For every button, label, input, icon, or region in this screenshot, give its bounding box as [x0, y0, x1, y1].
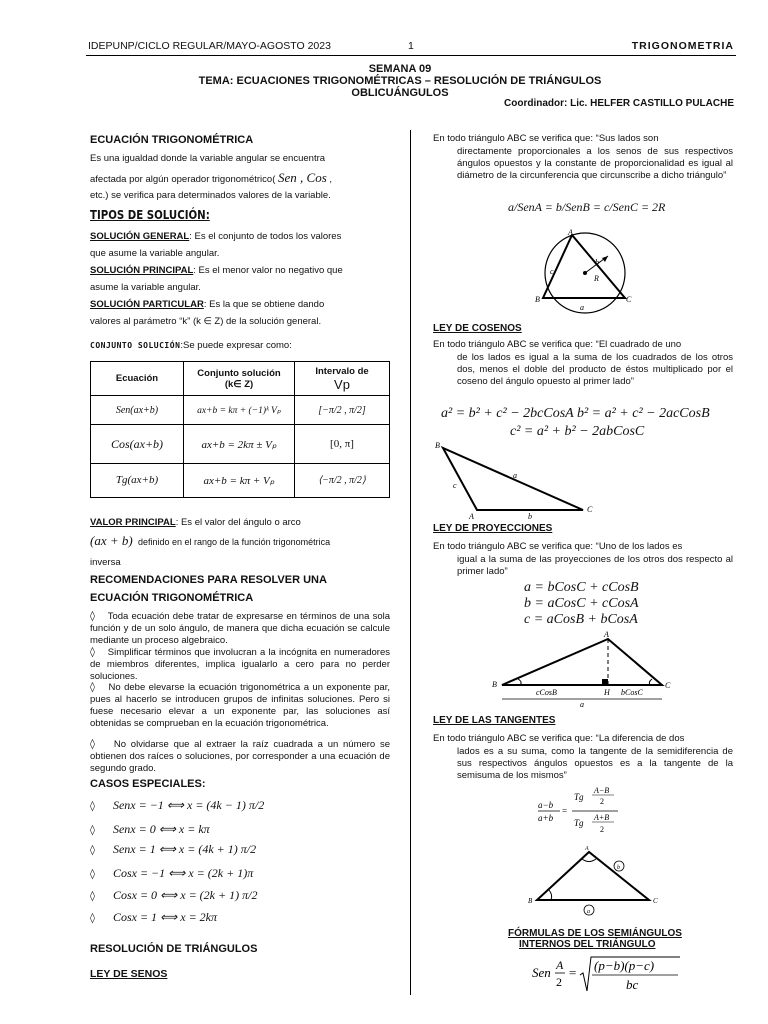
- caso-text: Cosx = −1 ⟺ x = (2k + 1)π: [112, 866, 254, 880]
- semiangulo-formula: [530, 953, 690, 998]
- fraction-den: a+b: [538, 813, 554, 823]
- proy-formula-1: a = bCosC + cCosB: [524, 580, 639, 595]
- sen-text: Sen: [532, 965, 551, 980]
- row1-int: [−π/2 , π/2]: [295, 396, 390, 425]
- topic-title: TEMA: ECUACIONES TRIGONOMÉTRICAS – RESOLUCIÓN DE TRIÁNGULOS: [198, 75, 602, 87]
- row1-sol: ax+b = kπ + (−1)ᵏ Vₚ: [184, 396, 295, 425]
- arrow-head-icon: [602, 256, 608, 262]
- row3-int: ⟨−π/2 , π/2⟩: [295, 463, 390, 497]
- diamond-icon: ◊: [90, 891, 95, 902]
- label-b: b: [617, 865, 620, 871]
- particular-text: : Es la que se obtiene dando: [203, 299, 325, 310]
- th-conjunto: [184, 362, 295, 396]
- senos-diagram: [530, 228, 640, 314]
- header-left: IDEPUNP/CICLO REGULAR/MAYO-AGOSTO 2023: [88, 40, 331, 52]
- label-a: a: [513, 471, 517, 480]
- header-right: TRIGONOMETRIA: [631, 40, 734, 52]
- sen-cos-expr: Sen , Cos: [278, 170, 327, 185]
- ecuacion-line-1: Es una igualdad donde la variable angular se encuentra: [90, 153, 326, 164]
- ecuacion-line-2: [90, 170, 332, 187]
- tg-bottom-num: A+B: [594, 813, 610, 822]
- principal-text: : Es el menor valor no negativo que: [193, 265, 343, 276]
- particular-label: SOLUCIÓN PARTICULAR: [90, 299, 204, 310]
- th-intervalo-1: Intervalo de: [315, 365, 369, 377]
- sqrt-den: bc: [626, 977, 639, 992]
- triangle: [502, 639, 662, 685]
- diamond-icon: ◊: [90, 739, 95, 750]
- th-conjunto-1: Conjunto solución: [197, 367, 281, 379]
- proy-para: igual a la suma de las proyecciones de los otros dos respecto al primer lado”: [457, 554, 733, 577]
- valor-line-2: [90, 533, 390, 550]
- caso-4: [90, 866, 253, 881]
- recom-item-4: [90, 739, 390, 775]
- label-c: c: [453, 481, 457, 490]
- row2-eq: Cos(ax+b): [91, 425, 184, 464]
- triangle: [537, 852, 649, 900]
- proy-formula-2: b = aCosC + cCosA: [524, 596, 639, 611]
- angle-arc-B: [549, 890, 552, 900]
- row1-eq: Sen(ax+b): [91, 396, 184, 425]
- valor-line-3: inversa: [90, 557, 121, 568]
- tang-para: lados es a su suma, como la tangente de la semidiferencia de sus respectivos ángulos opuestos es a la tangente de la semisuma de los mismos”: [457, 746, 733, 781]
- proy-formula-3: c = aCosB + bCosA: [524, 612, 638, 627]
- th-ecuacion: Ecuación: [91, 362, 184, 396]
- recom-text: No debe elevarse la ecuación trigonométrica a un exponente par, pues al hacerlo se introducen grupos de infinitas soluciones. Pero si fuese necesario elevar a un exponente par, las soluciones así obtenidas se comprueban en la ecuación trigonométrica.: [90, 682, 390, 729]
- senos-title: LEY DE SENOS: [90, 968, 168, 980]
- row3-eq: Tg(ax+b): [91, 463, 184, 497]
- cosenos-title: LEY DE COSENOS: [433, 323, 522, 334]
- recom-item-2: [90, 647, 390, 683]
- diamond-icon: ◊: [90, 825, 95, 836]
- recom-title-1: RECOMENDACIONES PARA RESOLVER UNA: [90, 574, 327, 586]
- principal-label: SOLUCIÓN PRINCIPAL: [90, 265, 194, 276]
- diamond-icon: ◊: [90, 611, 95, 622]
- cosenos-diagram: [433, 438, 603, 522]
- equals: =: [562, 806, 568, 816]
- conjunto-text: :Se puede expresar como:: [180, 340, 292, 351]
- label-B: B: [492, 680, 497, 689]
- particular-line: [90, 297, 390, 312]
- proyecciones-diagram: [490, 627, 680, 712]
- senos-line-1: En todo triángulo ABC se verifica que: “Sus lados son: [433, 133, 659, 144]
- right-angle-mark: [602, 679, 608, 685]
- semi-title-1: FÓRMULAS DE LOS SEMIÁNGULOS: [508, 928, 682, 939]
- valor-text: : Es el valor del ángulo o arco: [175, 517, 301, 528]
- row2-int: [0, π]: [295, 425, 390, 464]
- valor-text-2: definido en el rango de la función trigonométrica: [137, 537, 331, 547]
- fraction-num: a−b: [538, 800, 554, 810]
- th-intervalo: [295, 362, 390, 396]
- resol-title: RESOLUCIÓN DE TRIÁNGULOS: [90, 943, 258, 955]
- caso-3: [90, 842, 256, 857]
- cosenos-formula-2: c² = a² + b² − 2abCosC: [510, 424, 645, 439]
- label-A: A: [604, 630, 609, 639]
- caso-text: Senx = −1 ⟺ x = (4k − 1) π/2: [112, 798, 265, 812]
- label-B: B: [528, 897, 533, 905]
- proy-line-1: En todo triángulo ABC se verifica que: “Uno de los lados es: [433, 541, 683, 552]
- diamond-icon: ◊: [90, 801, 95, 812]
- caso-5: [90, 888, 257, 903]
- conjunto-label: CONJUNTO SOLUCIÓN: [90, 341, 181, 350]
- table-row: [91, 425, 390, 464]
- caso-text: Senx = 1 ⟺ x = (4k + 1) π/2: [112, 842, 257, 856]
- ecuacion-text: afectada por algún operador trigonométrico(: [90, 174, 276, 185]
- angle-arc-A: [582, 859, 596, 862]
- label-H: H: [604, 688, 610, 697]
- label-R: R: [594, 274, 599, 283]
- label-a: a: [580, 303, 584, 312]
- tipos-title: TIPOS DE SOLUCIÓN:: [90, 208, 210, 222]
- row3-sol: ax+b = kπ + Vₚ: [184, 463, 295, 497]
- principal-line-2: asume la variable angular.: [90, 282, 201, 293]
- label-A: A: [585, 846, 589, 852]
- recom-text: Simplificar términos que involucran a la incógnita en numeradores de miembros diferentes, implica igualarlo a cero para no perder soluciones.: [90, 647, 390, 682]
- label-b: b: [528, 512, 532, 521]
- recom-text: Toda ecuación debe tratar de expresarse en términos de una sola función y de un solo ángulo, de manera que dicha ecuación se calcule mediante un proceso algebraico.: [90, 611, 390, 646]
- label-C: C: [626, 295, 632, 304]
- senos-formula: a/SenA = b/SenB = c/SenC = 2R: [508, 200, 666, 214]
- label-C: C: [653, 897, 658, 905]
- tg-bottom-den: 2: [600, 825, 604, 834]
- label-ccosb: cCosB: [536, 688, 557, 697]
- conjunto-line: [90, 338, 292, 353]
- label-A: A: [469, 512, 474, 521]
- diamond-icon: ◊: [90, 682, 95, 693]
- caso-text: Cosx = 0 ⟺ x = (2k + 1) π/2: [112, 888, 258, 902]
- semi-title-2: INTERNOS DEL TRIÁNGULO: [519, 939, 656, 950]
- label-c: c: [550, 267, 554, 276]
- ecuacion-title: ECUACIÓN TRIGONOMÉTRICA: [90, 134, 254, 146]
- week-title: SEMANA 09: [368, 63, 432, 75]
- tangentes-formula: [536, 783, 626, 839]
- recom-title-2: ECUACIÓN TRIGONOMÉTRICA: [90, 592, 254, 604]
- casos-title-text: CASOS ESPECIALES: [90, 778, 202, 790]
- label-C: C: [587, 505, 593, 514]
- general-label: SOLUCIÓN GENERAL: [90, 231, 190, 242]
- label-a: a: [587, 909, 590, 915]
- equals: =: [569, 965, 577, 980]
- caso-text: Senx = 0 ⟺ x = kπ: [112, 822, 210, 836]
- proy-title: LEY DE PROYECCIONES: [433, 523, 553, 534]
- header-rule: [86, 55, 736, 56]
- diamond-icon: ◊: [90, 913, 95, 924]
- table-row: [91, 396, 390, 425]
- valor-label: VALOR PRINCIPAL: [90, 517, 176, 528]
- caso-6: [90, 910, 217, 925]
- general-text: : Es el conjunto de todos los valores: [189, 231, 342, 242]
- label-a: a: [580, 700, 584, 709]
- general-line-2: que asume la variable angular.: [90, 248, 220, 259]
- column-divider: [410, 130, 411, 995]
- casos-title: CASOS ESPECIALES:: [90, 778, 206, 790]
- center-dot: [583, 271, 587, 275]
- cosenos-formula-1: a² = b² + c² − 2bcCosA b² = a² + c² − 2acCosB: [441, 406, 710, 421]
- caso-text: Cosx = 1 ⟺ x = 2kπ: [112, 910, 218, 924]
- label-bcosc: bCosC: [621, 688, 643, 697]
- cosenos-para: de los lados es igual a la suma de los cuadrados de los otros dos, menos el doble del producto de éstos multiplicado por el coseno del ángulo opuesto al primer lado”: [457, 352, 733, 387]
- diamond-icon: ◊: [90, 869, 95, 880]
- th-intervalo-2: Vp: [334, 376, 350, 392]
- recom-item-3: [90, 682, 390, 730]
- tg-top-den: 2: [600, 797, 604, 806]
- diamond-icon: ◊: [90, 647, 95, 658]
- valor-expr: (ax + b): [90, 533, 133, 548]
- tg-bottom: Tg: [574, 818, 584, 828]
- tg-top: Tg: [574, 792, 584, 802]
- coordinator: Coordinador: Lic. HELFER CASTILLO PULACHE: [504, 98, 734, 109]
- frac-2: 2: [556, 975, 562, 989]
- label-A: A: [568, 228, 573, 237]
- row2-sol: ax+b = 2kπ ± Vₚ: [184, 425, 295, 464]
- ecuacion-line-3: etc.) se verifica para determinados valores de la variable.: [90, 190, 331, 201]
- principal-line: [90, 263, 390, 278]
- sqrt-num: (p−b)(p−c): [594, 958, 655, 973]
- comma: ,: [329, 174, 333, 185]
- general-line: [90, 229, 390, 244]
- label-C: C: [665, 681, 671, 690]
- senos-para: directamente proporcionales a los senos de sus respectivos ángulos opuestos y la constante de proporcionalidad es igual al diámetro de la circunferencia que circunscribe a dicho triángulo”: [457, 146, 733, 181]
- valor-line: [90, 515, 390, 530]
- tang-title: LEY DE LAS TANGENTES: [433, 715, 556, 726]
- recom-item-1: [90, 611, 390, 647]
- label-B: B: [535, 295, 540, 304]
- solution-table: [90, 361, 390, 498]
- cosenos-line-1: En todo triángulo ABC se verifica que: “El cuadrado de uno: [433, 339, 682, 350]
- recom-text: No olvidarse que al extraer la raíz cuadrada a un número se obtienen dos raíces o soluciones, por corresponder a una ecuación de segundo grado.: [90, 739, 390, 774]
- tg-top-num: A−B: [594, 786, 610, 795]
- caso-1: [90, 798, 264, 813]
- label-b: b: [595, 258, 599, 267]
- page-number: 1: [408, 40, 414, 52]
- diamond-icon: ◊: [90, 845, 95, 856]
- frac-A: A: [556, 958, 564, 972]
- particular-line-2: valores al parámetro “k” (k ∈ Z) de la solución general.: [90, 316, 322, 327]
- tangentes-diagram: [525, 842, 665, 920]
- tang-line-1: En todo triángulo ABC se verifica que: “La diferencia de dos: [433, 733, 685, 744]
- topic-title-2: OBLICUÁNGULOS: [351, 87, 449, 99]
- label-B: B: [435, 441, 440, 450]
- table-row: [91, 463, 390, 497]
- caso-2: [90, 822, 210, 837]
- th-conjunto-2: (k∈ Z): [224, 378, 254, 390]
